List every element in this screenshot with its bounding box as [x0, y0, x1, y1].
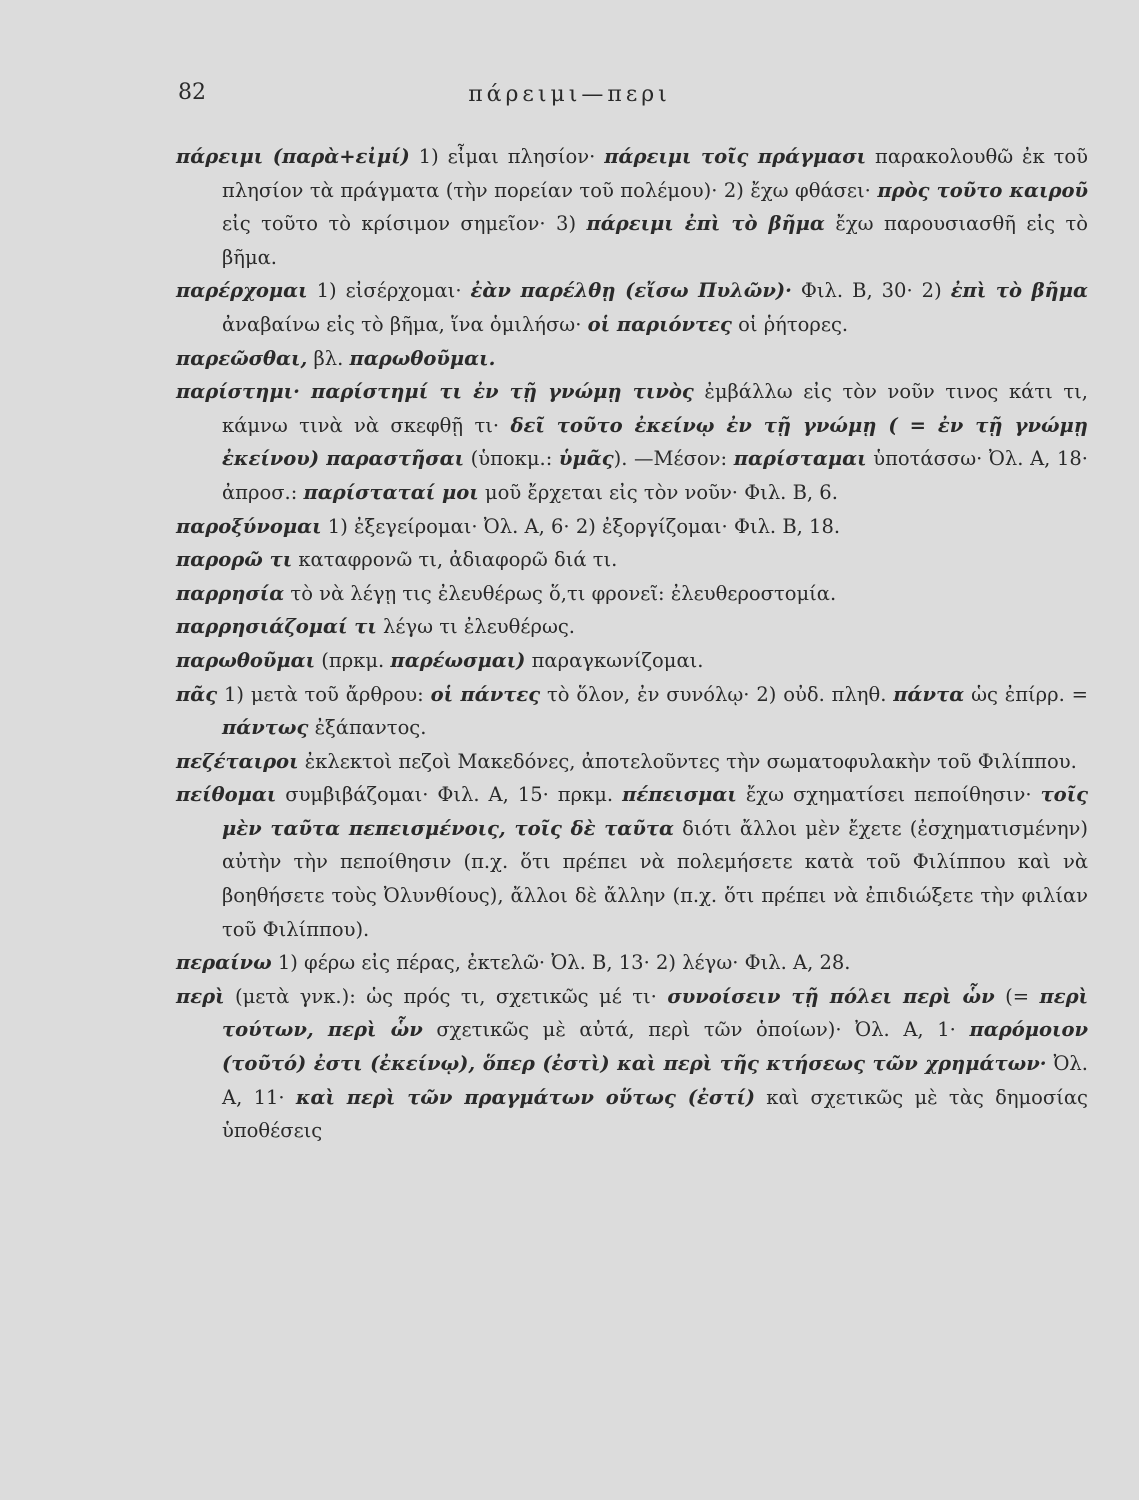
entry-headword: παρέωσμαι) [390, 648, 526, 672]
entry-text: ). —Μέσον: [613, 447, 734, 471]
entry-text: 1) ἐξεγείρομαι· Ὀλ. Α, 6· 2) ἐξοργίζομαι· Φιλ. Β, 18. [321, 514, 841, 538]
entry-headword: πᾶς [176, 682, 218, 706]
entry-text: ἀναβαίνω εἰς τὸ βῆμα, ἵνα ὁμιλήσω· [222, 312, 588, 336]
entry-headword: πάντα [893, 682, 965, 706]
entry-text: Ὀλ. Α, 11· [222, 1052, 1088, 1109]
entry-headword: πάρειμι (παρὰ+εἰμί) [176, 145, 410, 168]
dictionary-entry [176, 610, 1088, 644]
dictionary-entry [176, 946, 1088, 980]
entry-headword: ἐπὶ τὸ βῆμα [950, 279, 1088, 303]
entry-headword: παροξύνομαι [176, 514, 322, 538]
entry-headword: πάρειμι τοῖς πράγμασι [604, 145, 867, 168]
entry-headword: παρέρχομαι [176, 279, 308, 303]
entry-headword: παρίσταταί μοι [303, 480, 479, 504]
entry-text: ἐκλεκτοὶ πεζοὶ Μακεδόνες, ἀποτελοῦντες τὴν σωματοφυλακὴν τοῦ Φιλίππου. [298, 749, 1077, 773]
entry-text: (ὑποκμ.: [464, 447, 559, 471]
entry-headword: παρόμοιον (τοῦτό) ἐστι (ἐκείνῳ), ὅπερ (ἐστὶ) καὶ περὶ τῆς κτήσεως τῶν χρημάτων· [222, 1018, 1088, 1076]
entry-headword: συνοίσειν τῇ πόλει περὶ ὧν [667, 984, 995, 1008]
entry-text: τὸ ὅλον, ἐν συνόλῳ· 2) οὐδ. πληθ. [540, 682, 894, 706]
entry-text: εἰς τοῦτο τὸ κρίσιμον σημεῖον· 3) [222, 212, 587, 236]
entry-text: τὸ νὰ λέγῃ τις ἐλευθέρως ὅ,τι φρονεῖ: ἐλευθεροστομία. [284, 581, 837, 605]
entry-text: μοῦ ἔρχεται εἰς τὸν νοῦν· Φιλ. Β, 6. [478, 480, 838, 504]
dictionary-entry [176, 678, 1088, 745]
entry-headword: ὑμᾶς [558, 447, 614, 471]
entry-text: ἔχω παρουσιασθῆ εἰς τὸ βῆμα. [222, 212, 1088, 269]
entry-headword: πρὸς τοῦτο καιροῦ [877, 178, 1088, 202]
entry-text: ὡς ἐπίρρ. = [964, 682, 1089, 706]
dictionary-entry [176, 342, 1088, 376]
entry-headword: τοῖς μὲν ταῦτα πεπεισμένοις, τοῖς δὲ ταῦτα [222, 783, 1088, 840]
entry-text: 1) εἶμαι πλησίον· [409, 145, 605, 168]
entry-text: 1) φέρω εἰς πέρας, ἐκτελῶ· Ὀλ. Β, 13· 2) λέγω· Φιλ. Α, 28. [271, 951, 851, 975]
entry-headword: δεῖ τοῦτο ἐκείνῳ ἐν τῇ γνώμῃ ( = ἐν τῇ γνώμῃ ἐκείνου) παραστῆσαι [222, 413, 1088, 471]
entry-text: ἐμβάλλω εἰς τὸν νοῦν τινος κάτι τι, κάμνω τινὰ νὰ σκεφθῇ τι· [222, 380, 1089, 437]
entry-headword: παρίστημι· παρίστημί τι ἐν τῇ γνώμῃ τινὸς [176, 380, 694, 404]
entry-text: ἐξάπαντος. [308, 716, 427, 740]
entry-text: ὑποτάσσω· Ὀλ. Α, 18· ἀπροσ.: [222, 447, 1088, 504]
entry-headword: οἱ παριόντες [587, 312, 732, 336]
dictionary-entry [176, 980, 1088, 1148]
dictionary-entry [176, 140, 1088, 274]
running-head: πάρειμι—περι [468, 82, 671, 107]
dictionary-entry [176, 375, 1088, 509]
entry-headword: παρίσταμαι [733, 447, 867, 471]
entry-headword: παρρησία [176, 581, 285, 605]
entry-text: ἔχω σχηματίσει πεποίθησιν· [736, 783, 1041, 807]
entry-text: (πρκμ. [315, 648, 391, 672]
entry-text: Φιλ. Β, 30· 2) [791, 279, 951, 303]
entry-headword: παρωθοῦμαι [176, 648, 316, 672]
dictionary-entry [176, 644, 1088, 678]
entry-headword: περὶ [176, 984, 225, 1008]
entry-text: 1) εἰσέρχομαι· [307, 279, 471, 303]
entry-headword: πάρειμι ἐπὶ τὸ βῆμα [586, 212, 825, 236]
dictionary-entry [176, 274, 1088, 341]
entry-headword: παρορῶ τι [176, 548, 293, 572]
entry-headword: καὶ περὶ τῶν πραγμάτων οὕτως (ἐστί) [295, 1085, 755, 1109]
entry-headword: οἱ πάντες [430, 682, 541, 706]
entry-headword: ἐὰν παρέλθῃ (εἴσω Πυλῶν)· [470, 279, 792, 303]
entry-headword: πάντως [222, 716, 309, 740]
dictionary-entry [176, 510, 1088, 544]
entry-text: (μετὰ γνκ.): ὡς πρός τι, σχετικῶς μέ τι· [224, 984, 668, 1008]
dictionary-entry [176, 543, 1088, 577]
entry-text: 1) μετὰ τοῦ ἄρθρου: [217, 682, 431, 706]
entries-list [176, 140, 1088, 1148]
entry-text: (= [994, 984, 1040, 1008]
entry-headword: πείθομαι [176, 783, 277, 807]
entry-headword: παρρησιάζομαί τι [176, 615, 377, 639]
entry-text: παρακολουθῶ ἐκ τοῦ πλησίον τὰ πράγματα (τὴν πορείαν τοῦ πολέμου)· 2) ἔχω φθάσει· [222, 145, 1088, 202]
entry-text: σχετικῶς μὲ αὐτά, περὶ τῶν ὁποίων)· Ὀλ. Α, 1· [422, 1018, 970, 1042]
entry-text: συμβιβάζομαι· Φιλ. Α, 15· πρκμ. [276, 783, 623, 807]
entry-headword: περαίνω [176, 951, 272, 975]
entry-text: καταφρονῶ τι, ἀδιαφορῶ διά τι. [292, 548, 618, 572]
entry-headword: παρεῶσθαι, [176, 346, 308, 370]
entry-text: βλ. [307, 346, 350, 370]
entry-text: παραγκωνίζομαι. [525, 648, 704, 672]
entry-text: καὶ σχετικῶς μὲ τὰς δημοσίας ὑποθέσεις [222, 1085, 1088, 1143]
page-number: 82 [178, 80, 206, 105]
entry-headword: περὶ τούτων, περὶ ὧν [222, 984, 1088, 1042]
entry-text: λέγω τι ἐλευθέρως. [376, 615, 575, 639]
entry-headword: πέπεισμαι [622, 783, 737, 807]
entry-headword: παρωθοῦμαι. [349, 346, 496, 370]
entry-text: διότι ἄλλοι μὲν ἔχετε (ἐσχηματισμένην) αὐτὴν τὴν πεποίθησιν (π.χ. ὅτι πρέπει νὰ πολεμήσετε κατὰ τοῦ Φιλίππου καὶ νὰ βοηθήσετε τοὺς Ὀλυνθίους), ἄλλοι δὲ ἄλλην (π.χ. ὅτι πρέπει νὰ ἐπιδιώξετε τὴν φιλίαν τοῦ Φιλίππου). [222, 816, 1088, 941]
dictionary-entry [176, 745, 1088, 779]
dictionary-entry [176, 577, 1088, 611]
entry-headword: πεζέταιροι [176, 749, 299, 773]
dictionary-entry [176, 778, 1088, 946]
entry-text: οἱ ῥήτορες. [731, 312, 849, 336]
